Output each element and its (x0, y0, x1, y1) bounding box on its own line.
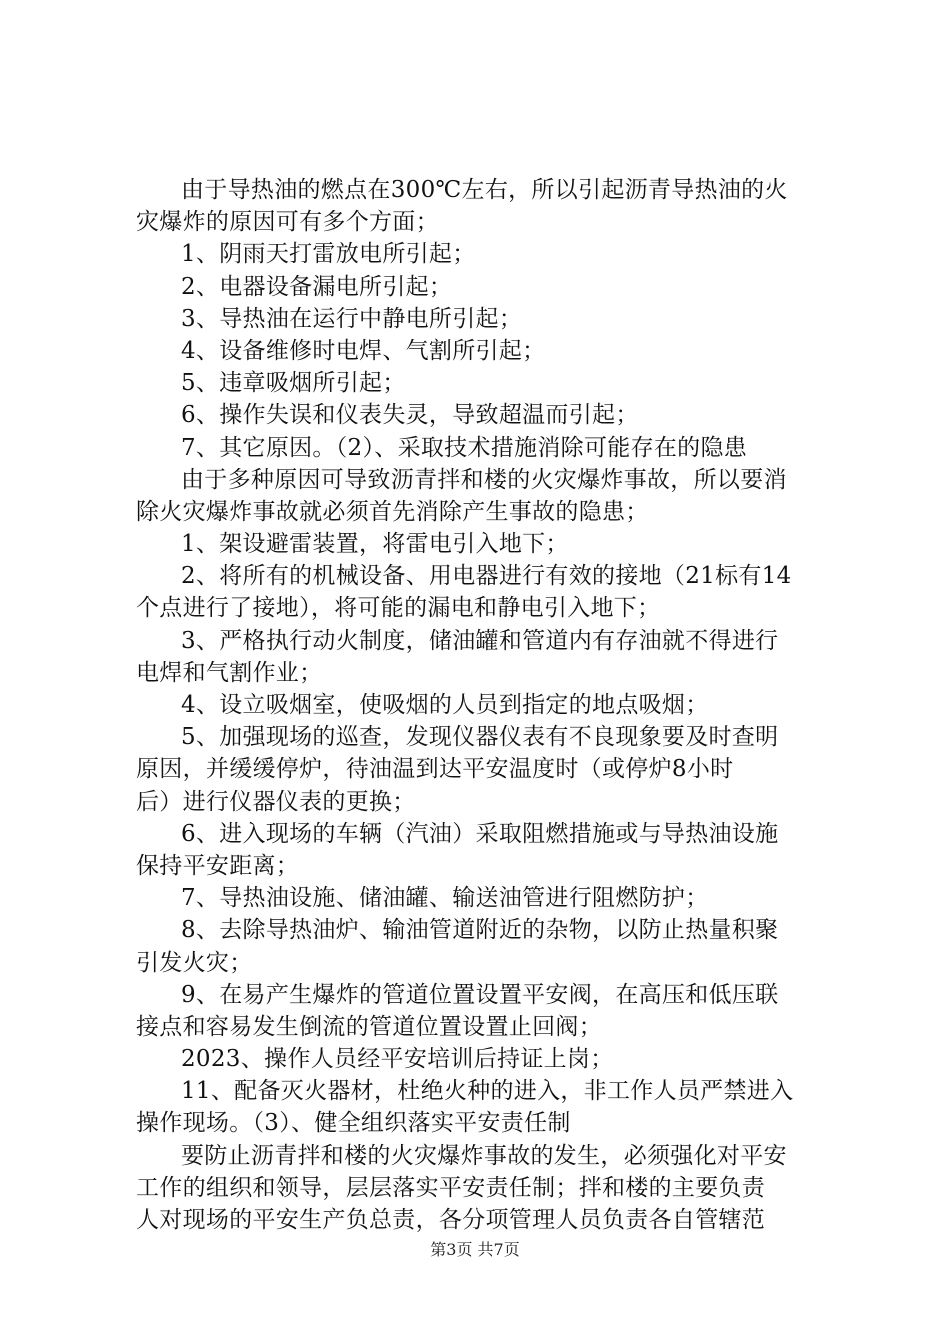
text-line: 工作的组织和领导，层层落实平安责任制；拌和楼的主要负责 (136, 1174, 766, 1201)
text-line: 1、阴雨天打雷放电所引起； (181, 241, 476, 268)
text-line: 个点进行了接地），将可能的漏电和静电引入地下； (136, 595, 661, 622)
text-line: 2、将所有的机械设备、用电器进行有效的接地（21标有14 (181, 563, 792, 590)
text-line: 3、导热油在运行中静电所引起； (181, 305, 523, 332)
text-line: 2023、操作人员经平安培训后持证上岗； (181, 1046, 614, 1073)
text-line: 11、配备灭火器材，杜绝火种的进入，非工作人员严禁进入 (181, 1078, 794, 1105)
text-line: 电焊和气割作业； (136, 659, 323, 686)
text-line: 1、架设避雷装置，将雷电引入地下； (181, 531, 569, 558)
text-line: 原因，并缓缓停炉，待油温到达平安温度时（或停炉8小时 (136, 756, 734, 783)
text-line: 9、在易产生爆炸的管道位置设置平安阀，在高压和低压联 (181, 981, 779, 1008)
text-line: 3、严格执行动火制度，储油罐和管道内有存油就不得进行 (181, 627, 779, 654)
text-line: 7、其它原因。（2）、采取技术措施消除可能存在的隐患 (181, 434, 748, 461)
page-footer: 第3页 共7页 (430, 1240, 520, 1259)
text-line: 2、电器设备漏电所引起； (181, 273, 453, 300)
text-line: 引发火灾； (136, 949, 253, 976)
text-line: 4、设备维修时电焊、气割所引起； (181, 337, 546, 364)
text-line: 5、违章吸烟所引起； (181, 370, 406, 397)
text-line: 4、设立吸烟室，使吸烟的人员到指定的地点吸烟； (181, 692, 709, 718)
text-line: 要防止沥青拌和楼的火灾爆炸事故的发生，必须强化对平安 (181, 1142, 787, 1169)
text-line: 7、导热油设施、储油罐、输送油管进行阻燃防护； (181, 885, 709, 912)
text-line: 6、进入现场的车辆（汽油）采取阻燃措施或与导热油设施 (181, 820, 779, 847)
text-line: 由于多种原因可导致沥青拌和楼的火灾爆炸事故，所以要消 (181, 466, 787, 493)
text-line: 由于导热油的燃点在300℃左右，所以引起沥青导热油的火 (181, 177, 788, 203)
text-line: 除火灾爆炸事故就必须首先消除产生事故的隐患； (136, 498, 649, 525)
text-line: 操作现场。（3）、健全组织落实平安责任制 (136, 1110, 571, 1137)
text-line: 8、去除导热油炉、输油管道附近的杂物，以防止热量积聚 (181, 917, 779, 944)
text-line: 5、加强现场的巡查，发现仪器仪表有不良现象要及时查明 (181, 724, 779, 751)
text-line: 灾爆炸的原因可有多个方面； (136, 209, 439, 236)
text-line: 人对现场的平安生产负总责，各分项管理人员负责各自管辖范 (136, 1207, 766, 1233)
text-line: 保持平安距离； (136, 852, 300, 879)
text-line: 后）进行仪器仪表的更换； (136, 788, 416, 815)
text-line: 6、操作失误和仪表失灵，导致超温而引起； (181, 402, 639, 429)
text-line: 接点和容易发生倒流的管道位置设置止回阀； (136, 1013, 602, 1040)
document-body (136, 174, 836, 1236)
